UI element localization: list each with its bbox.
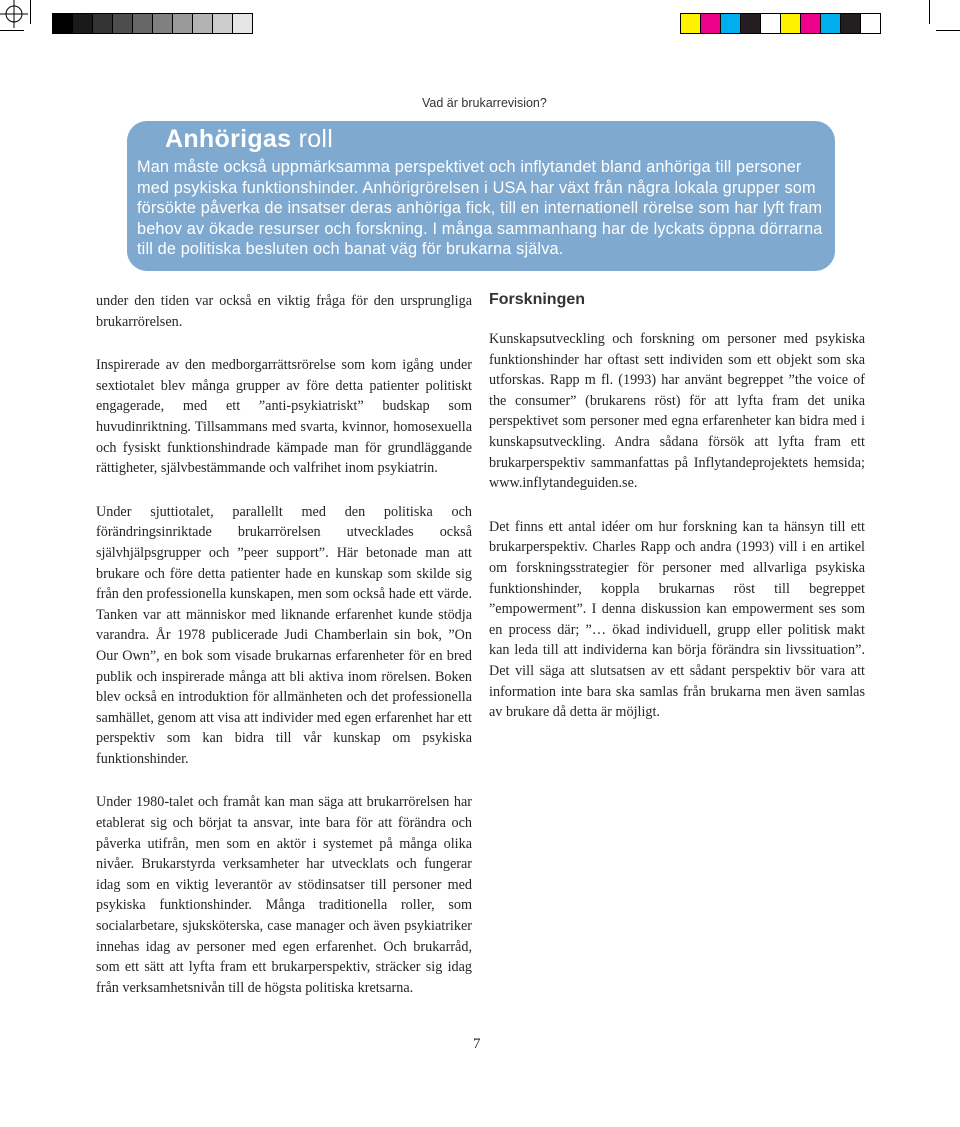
color-bars (680, 13, 880, 34)
left-paragraph-1: under den tiden var också en viktig fråga för den ursprungliga brukarrörelsen. (96, 293, 472, 330)
gray-swatch (92, 13, 113, 34)
color-swatch (820, 13, 841, 34)
page-number: 7 (473, 1036, 481, 1052)
color-swatch (740, 13, 761, 34)
gray-swatch (232, 13, 253, 34)
right-column (489, 329, 865, 723)
color-swatch (720, 13, 741, 34)
right-paragraph-2: Det finns ett antal idéer om hur forskning kan ta hänsyn till ett brukarperspektiv. Charles Rapp och andra (1993) vill i en artikel om forskningsstrategier för personer med allvarliga psykiska funktionshinder, koppla brukarnas röst till begreppet ”empowerment”. I denna diskussion kan empowerment ses som en process där; ”… ökad individuell, grupp eller politisk makt kan leda till att individerna kan börja förändra sin livssituation”. Det vill säga att slutsatsen av ett sådant perspektiv bör vara att information inte bara ska samlas från brukarna men även samlas av brukare då detta är möjligt. (489, 518, 865, 721)
gray-swatch (192, 13, 213, 34)
crop-mark-tr-h (936, 30, 960, 31)
crop-mark-tr-v (929, 0, 930, 24)
left-paragraph-4: Under 1980-talet och framåt kan man säga att brukarrörelsen har etablerat sig och börjat ta ansvar, inte bara för att förändra och påverka utifrån, men som en aktör i systemet på många olika nivåer. Brukarstyrda verksamheter har utvecklats och fungerar idag som en viktig leverantör av stödinsatser till personer med psykiska funktionshinder. Många traditionella roller, som socialarbetare, sjuksköterska, case manager och även psykiatriker innehas idag av personer med egen erfarenhet. Och brukarråd, som ett sätt att lyfta fram ett brukarperspektiv, sträcker sig idag från verksamhetsnivån till de högsta politiska kretsarna. (96, 794, 472, 996)
left-paragraph-3: Under sjuttiotalet, parallellt med den politiska och förändringsinriktade brukarrörelsen utvecklades också självhjälpsgrupper och ”peer support”. Här betonade man att brukare och före detta patienter hade en kunskap som skilde sig från den professionella kunskapen, men som också hade ett värde. Tanken var att människor med liknande erfarenhet kunde stödja varandra. År 1978 publicerade Judi Chamberlain sin bok, ”On Our Own”, en bok som visade brukarnas erfarenheter för en bred publik och inspirerade många att bli aktiva inom rörelsen. Boken blev också en introduktion för allmänheten och det professionella samhället, genom att visa att individer med egen erfarenhet har ett perspektiv som kan bidra till vår kunskap om psykiska funktionshinder. (96, 503, 472, 767)
left-paragraph-2: Inspirerade av den medborgarrättsrörelse som kom igång under sextiotalet blev många grupper av före detta patienter politiskt engagerade, med ett ”anti-psykiatriskt” budskap som huvudinriktning. Tillsammans med svarta, kvinnor, homosexuella och fysiskt funktionshindrade kämpade man för grundläggande rättigheter, självbestämmande och valfrihet inom psykiatrin. (96, 357, 472, 477)
callout-title: Anhörigas roll (165, 125, 334, 153)
color-swatch (840, 13, 861, 34)
color-swatch (700, 13, 721, 34)
grayscale-bars (52, 13, 252, 34)
crop-mark-tl-h (0, 30, 24, 31)
color-swatch (760, 13, 781, 34)
section-heading-forskningen: Forskningen (489, 291, 586, 308)
color-swatch (800, 13, 821, 34)
color-swatch (780, 13, 801, 34)
gray-swatch (112, 13, 133, 34)
gray-swatch (212, 13, 233, 34)
gray-swatch (132, 13, 153, 34)
crop-mark-tl-v (30, 0, 31, 24)
running-head: Vad är brukarrevision? (422, 96, 547, 110)
right-paragraph-1: Kunskapsutveckling och forskning om personer med psykiska funktionshinder har oftast sett individen som ett objekt som ska utforskas. Rapp m fl. (1993) har använt begreppet ”the voice of the consumer” (brukarens röst) för att lyfta fram det unika perspektivet som personer med egna erfarenheter kan bidra med i kunskapsutveckling. Andra sådana försök att lyfta fram ett brukarperspektiv sammanfattas på Inflytandeprojektets hemsida; www.inflytandeguiden.se. (489, 331, 865, 492)
color-swatch (680, 13, 701, 34)
color-swatch (860, 13, 881, 34)
gray-swatch (152, 13, 173, 34)
gray-swatch (172, 13, 193, 34)
gray-swatch (72, 13, 93, 34)
registration-mark-left (0, 0, 28, 28)
callout-body: Man måste också uppmärksamma perspektivet och inflytandet bland anhöriga till personer med psykiska funktionshinder. Anhörigrörelsen i USA har växt från några lokala grupper som försökte påverka de insatser deras anhöriga fick, till en internationell rörelse som har lyft fram behov av ökade resurser och forskning. I många sammanhang har de lyckats öppna dörrarna till de politiska besluten och banat väg för brukarna själva. (137, 158, 823, 258)
left-column (96, 291, 472, 998)
callout-box (127, 121, 835, 271)
gray-swatch (52, 13, 73, 34)
